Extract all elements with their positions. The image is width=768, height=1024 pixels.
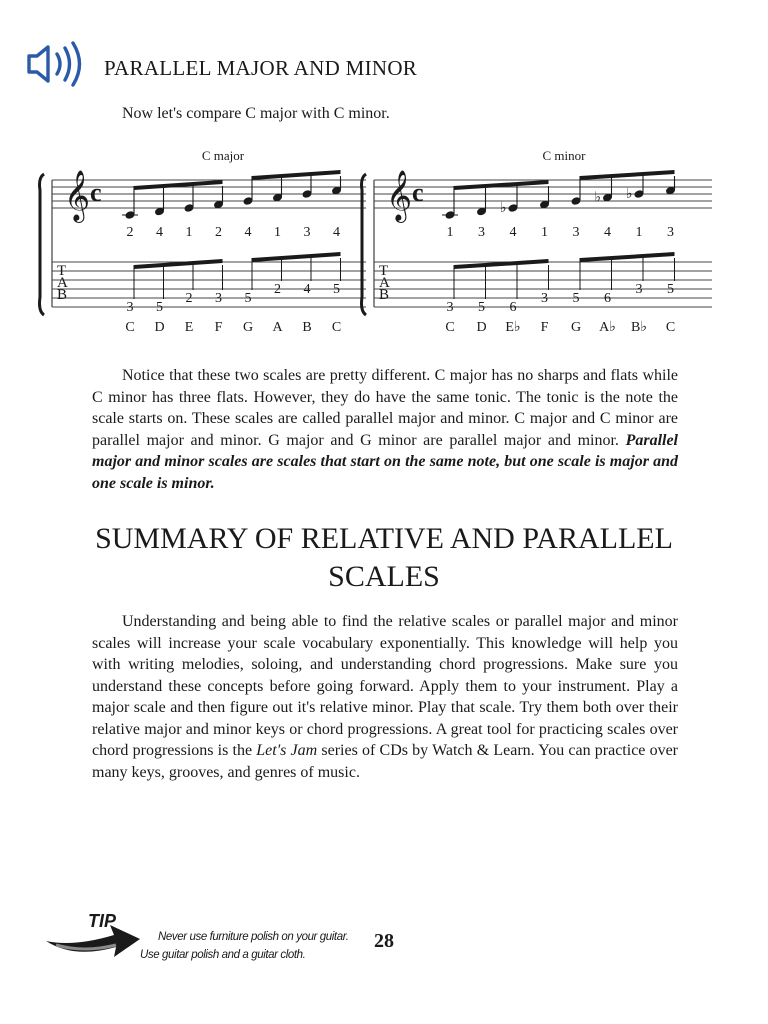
major-note-name: A <box>272 320 283 335</box>
minor-tab-number: 6 <box>604 291 611 306</box>
major-tab-letter: A <box>57 275 68 291</box>
summary-heading: SUMMARY OF RELATIVE AND PARALLEL SCALES <box>95 522 673 593</box>
major-tab-number: 5 <box>333 282 340 297</box>
intro-text: Now let's compare C major with C minor. <box>122 105 390 122</box>
minor-tab-letter: B <box>379 287 390 303</box>
minor-flat-sign: ♭ <box>500 200 507 216</box>
major-beam <box>134 180 223 190</box>
major-tab-number: 3 <box>126 300 134 315</box>
major-tab-number: 3 <box>215 291 222 306</box>
tip-arrow-icon <box>44 905 144 969</box>
minor-finger-number: 3 <box>572 225 580 240</box>
minor-tab-number: 5 <box>572 291 580 306</box>
summary-text-before: Understanding and being able to find the relative scales or parallel major and minor scales will increase your scale vocabulary exponentially. This knowledge will help you with writing melodies, soloing, and understanding chord progressions. Make sure you understand these concepts before going forward. Apply them to your instrument. Play a major scale and then figure out it's relative minor. Play that scale. Try them both over their relative major and minor keys or chord progressions. A great tool for practicing scales over chord progressions is the <box>92 613 678 759</box>
section-title: PARALLEL MAJOR AND MINOR <box>104 56 418 80</box>
minor-finger-number: 4 <box>604 225 611 240</box>
minor-note-name: E♭ <box>505 320 521 335</box>
minor-note-name: B♭ <box>631 320 647 335</box>
tip-line-1: Never use furniture polish on your guitar. <box>158 931 349 943</box>
minor-note-name: D <box>476 320 487 335</box>
minor-time-signature: c <box>412 178 424 207</box>
minor-beam <box>454 180 549 190</box>
page-number: 28 <box>374 930 394 952</box>
major-tab-beam <box>134 259 223 269</box>
major-finger-number: 1 <box>274 225 281 240</box>
major-tab-number: 2 <box>185 291 193 306</box>
paragraph-emphasis: Parallel major and minor scales are scales that start on the same note, but one scale is major and one scale is minor. <box>92 431 678 492</box>
major-finger-number: 4 <box>156 225 163 240</box>
minor-finger-number: 3 <box>478 225 485 240</box>
major-tab-number: 4 <box>303 282 311 297</box>
major-finger-number: 2 <box>215 225 222 240</box>
scale-notation <box>0 140 768 340</box>
major-tab-letter: B <box>57 287 68 303</box>
minor-tab-letter: A <box>379 275 390 291</box>
major-treble-clef: 𝄞 <box>64 170 91 221</box>
minor-beam <box>580 170 675 180</box>
tip-label: TIP <box>88 911 117 931</box>
minor-tab-number: 3 <box>635 282 643 297</box>
minor-tab-beam <box>454 259 549 269</box>
minor-flat-sign: ♭ <box>626 186 633 202</box>
major-label: C major <box>201 148 245 163</box>
major-brace <box>40 174 45 315</box>
speaker-icon[interactable] <box>26 40 90 88</box>
minor-tab-number: 3 <box>541 291 548 306</box>
tip-line-2: Use guitar polish and a guitar cloth. <box>140 949 306 961</box>
minor-finger-number: 1 <box>446 225 454 240</box>
minor-note-name: C <box>445 320 455 335</box>
minor-note-name: A♭ <box>599 320 616 335</box>
minor-tab-number: 6 <box>509 300 517 315</box>
minor-note-name: G <box>570 320 582 335</box>
paragraph-parallel <box>92 365 678 494</box>
major-note-name: C <box>331 320 342 335</box>
major-finger-number: 1 <box>185 225 193 240</box>
minor-tab-number: 3 <box>446 300 454 315</box>
major-beam <box>252 170 341 180</box>
minor-treble-clef: 𝄞 <box>386 170 413 221</box>
minor-flat-sign: ♭ <box>594 189 602 206</box>
major-note-name: B <box>302 320 312 335</box>
major-tab-number: 5 <box>156 300 163 315</box>
major-note-name: E <box>184 320 194 335</box>
major-note-name: D <box>154 320 165 335</box>
minor-brace <box>362 174 367 315</box>
paragraph-text: Notice that these two scales are pretty different. C major has no sharps and flats while C minor has three flats. However, they do have the same tonic. The tonic is the note the scale starts on. These scales are called parallel major and minor. C major and C minor are parallel major and minor. G major and G minor are parallel major and minor. <box>92 367 678 449</box>
major-tab-number: 2 <box>274 282 281 297</box>
major-finger-number: 2 <box>126 225 134 240</box>
major-note-name: F <box>214 320 223 335</box>
minor-finger-number: 1 <box>541 225 548 240</box>
major-finger-number: 4 <box>244 225 252 240</box>
minor-tab-number: 5 <box>667 282 674 297</box>
major-finger-number: 3 <box>303 225 311 240</box>
summary-text-after: series of CDs by Watch & Learn. You can practice over many keys, grooves, and genres of music. <box>92 742 679 781</box>
major-note-name: G <box>242 320 254 335</box>
minor-label: C minor <box>542 148 586 163</box>
minor-note-name: F <box>540 320 549 335</box>
major-finger-number: 4 <box>333 225 340 240</box>
minor-tab-beam <box>580 252 675 262</box>
major-time-signature: c <box>90 178 102 207</box>
major-tab-letter: T <box>57 263 67 279</box>
major-note-name: C <box>125 320 135 335</box>
series-name: Let's Jam <box>256 742 318 759</box>
major-tab-number: 5 <box>244 291 252 306</box>
tip-text <box>140 928 349 964</box>
minor-note-name: C <box>665 320 676 335</box>
major-tab-beam <box>252 252 341 262</box>
minor-finger-number: 1 <box>635 225 643 240</box>
minor-tab-number: 5 <box>478 300 485 315</box>
paragraph-summary <box>92 611 678 783</box>
minor-finger-number: 4 <box>509 225 517 240</box>
minor-finger-number: 3 <box>667 225 674 240</box>
minor-tab-letter: T <box>379 263 389 279</box>
